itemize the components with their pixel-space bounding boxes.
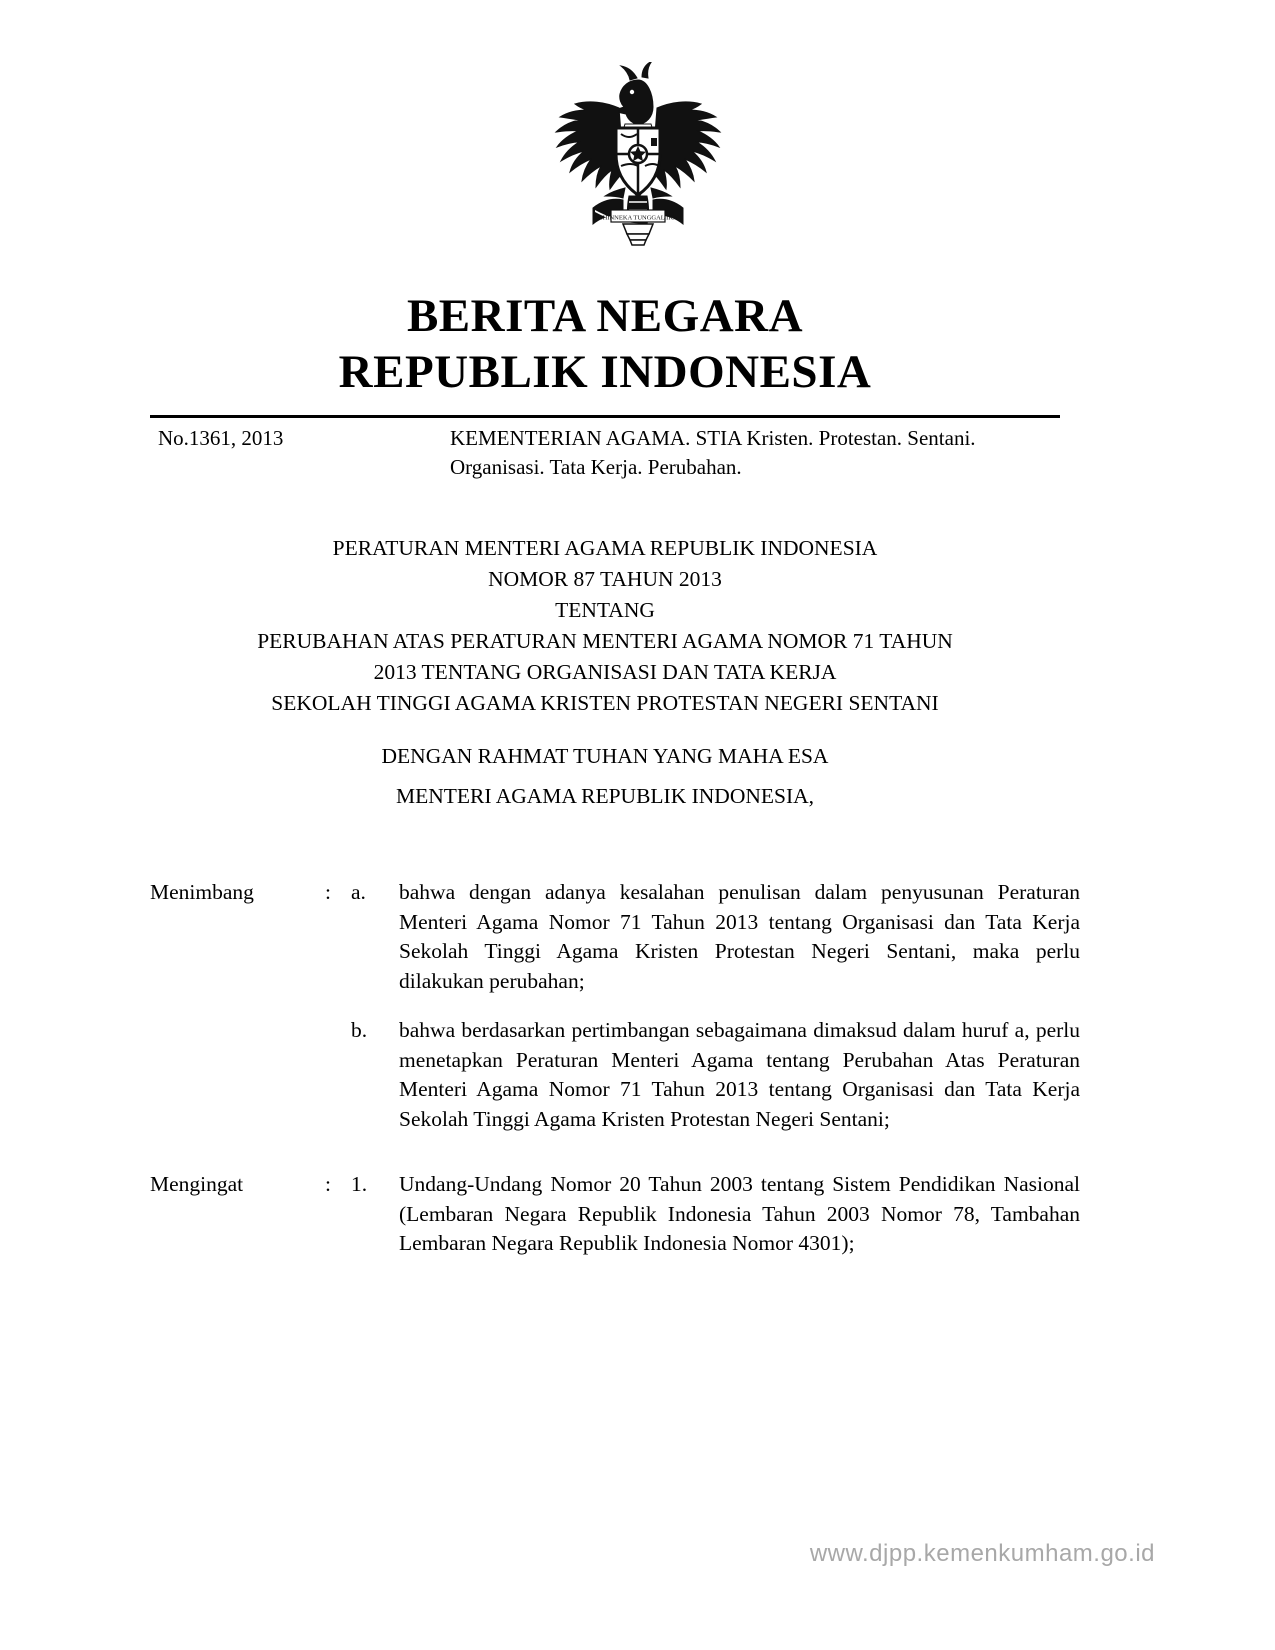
title-line-subject-1: PERUBAHAN ATAS PERATURAN MENTERI AGAMA NOMOR 71 TAHUN	[257, 629, 953, 653]
gazette-subject: KEMENTERIAN AGAMA. STIA Kristen. Protestan. Sentani. Organisasi. Tata Kerja. Perubahan.	[450, 426, 976, 479]
clause-mengingat-1	[150, 1170, 1080, 1259]
title-line-authority: PERATURAN MENTERI AGAMA REPUBLIK INDONESIA	[332, 536, 878, 560]
clause-menimbang-b	[150, 1016, 1080, 1134]
title-line-blessing: DENGAN RAHMAT TUHAN YANG MAHA ESA	[381, 744, 829, 768]
clause-text-1: Undang-Undang Nomor 20 Tahun 2003 tentang Sistem Pendidikan Nasional (Lembaran Negara Republik Indonesia Tahun 2003 Nomor 78, Tambahan Lembaran Negara Republik Indonesia Nomor 4301);	[399, 1172, 1080, 1255]
masthead-line-2: REPUBLIK INDONESIA	[338, 346, 872, 398]
garuda-pancasila-icon	[533, 62, 743, 262]
clause-menimbang-a	[150, 878, 1080, 996]
considerations-body	[150, 878, 1080, 1279]
emblem-container	[0, 62, 1275, 267]
title-line-number: NOMOR 87 TAHUN 2013	[488, 567, 722, 591]
clause-marker-b: b.	[351, 1018, 368, 1042]
clause-text-a: bahwa dengan adanya kesalahan penulisan dalam penyusunan Peraturan Menteri Agama Nomor 71 Tahun 2013 tentang Organisasi dan Tata Kerja Sekolah Tinggi Agama Kristen Protestan Negeri Sentani, maka perlu dilakukan perubahan;	[399, 880, 1080, 993]
clause-marker-1: 1.	[351, 1172, 368, 1196]
masthead-divider	[150, 415, 1060, 418]
svg-text:BHINNEKA TUNGGAL IKA: BHINNEKA TUNGGAL IKA	[597, 214, 678, 222]
masthead-line-1: BERITA NEGARA	[406, 290, 804, 342]
title-line-tentang: TENTANG	[555, 598, 655, 622]
clause-label-mengingat: Mengingat	[150, 1172, 244, 1196]
clause-text-b: bahwa berdasarkan pertimbangan sebagaimana dimaksud dalam huruf a, perlu menetapkan Peraturan Menteri Agama tentang Perubahan Atas Peraturan Menteri Agama Nomor 71 Tahun 2013 tentang Organisasi dan Tata Kerja Sekolah Tinggi Agama Kristen Protestan Negeri Sentani;	[399, 1018, 1080, 1131]
title-line-minister: MENTERI AGAMA REPUBLIK INDONESIA,	[395, 784, 815, 808]
footer-url[interactable]: www.djpp.kemenkumham.go.id	[809, 1540, 1155, 1567]
regulation-title-block	[150, 533, 1060, 812]
title-line-subject-3: SEKOLAH TINGGI AGAMA KRISTEN PROTESTAN NEGERI SENTANI	[271, 691, 939, 715]
footer	[0, 1540, 1275, 1568]
clause-colon-mengingat: :	[325, 1172, 331, 1196]
title-line-subject-2: 2013 TENTANG ORGANISASI DAN TATA KERJA	[373, 660, 837, 684]
masthead	[150, 288, 1060, 400]
gazette-number: No.1361, 2013	[158, 426, 284, 450]
clause-label-menimbang: Menimbang	[150, 880, 254, 904]
clause-colon-menimbang: :	[325, 880, 331, 904]
clause-marker-a: a.	[351, 880, 366, 904]
